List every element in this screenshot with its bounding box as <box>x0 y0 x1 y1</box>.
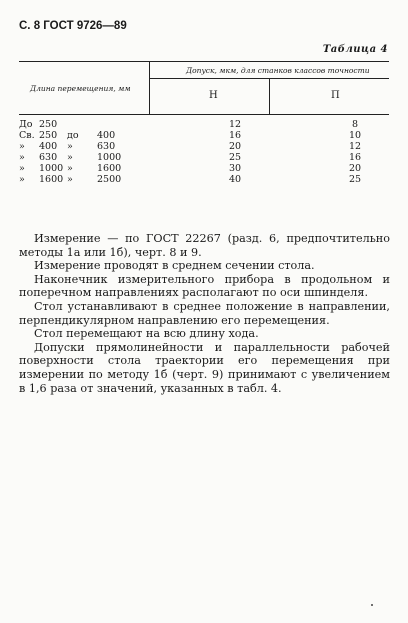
column-header-tolerance: Допуск, мкм, для станков классов точности <box>186 66 370 75</box>
tolerance-h-cell: 40 <box>228 174 242 185</box>
tolerance-h-cell: 12 <box>228 119 242 130</box>
class-p-header: П <box>331 90 340 101</box>
length-cell: 2500 <box>97 174 122 185</box>
length-cell: 1600 <box>39 174 64 185</box>
tolerance-h-cell: 25 <box>228 152 242 163</box>
paragraph: Стол перемещают на всю длину хода. <box>34 327 259 341</box>
length-cell: 630 <box>97 141 116 152</box>
length-cell: 250 <box>39 130 58 141</box>
length-cell: 400 <box>97 130 116 141</box>
length-cell: 1000 <box>39 163 64 174</box>
length-cell: » <box>67 163 73 174</box>
tolerance-p-cell: 20 <box>348 163 362 174</box>
length-cell: » <box>67 174 73 185</box>
length-cell: До <box>19 119 33 130</box>
table-top-rule <box>19 61 389 62</box>
length-cell: Св. <box>19 130 35 141</box>
tolerance-h-cell: 20 <box>228 141 242 152</box>
length-cell: » <box>19 163 25 174</box>
length-cell: 1600 <box>97 163 122 174</box>
paragraph: Наконечник измерительного прибора в продольном и поперечном направлениях располагают по оси шпинделя. <box>19 272 390 300</box>
tolerance-h-cell: 16 <box>228 130 242 141</box>
length-cell: » <box>19 174 25 185</box>
class-h-header: Н <box>209 90 218 101</box>
table-class-divider <box>269 78 270 114</box>
table-label: Таблица 4 <box>322 44 388 55</box>
length-cell: 250 <box>39 119 58 130</box>
paragraph: Стол устанавливают в среднее положение в направлении, перпендикулярном направлению его перемещения. <box>19 299 390 327</box>
body-text <box>19 232 390 395</box>
length-cell: до <box>67 130 79 141</box>
table-header-rule <box>19 114 389 115</box>
length-cell: 1000 <box>97 152 122 163</box>
length-cell: » <box>67 152 73 163</box>
paragraph: Допуски прямолинейности и параллельности рабочей поверхности стола траектории его перемещения при измерении по методу 1б (черт. 9) принимают с увеличением в 1,6 раза от значений, указанных в табл. 4. <box>19 340 390 395</box>
paragraph: Измерение проводят в среднем сечении стола. <box>34 259 315 273</box>
scan-speck <box>371 604 373 606</box>
tolerance-p-cell: 8 <box>351 119 359 130</box>
length-cell: » <box>67 141 73 152</box>
paragraph: Измерение — по ГОСТ 22267 (разд. 6, предпочтительно методы 1а или 1б), черт. 8 и 9. <box>19 232 390 259</box>
tolerance-p-cell: 10 <box>348 130 362 141</box>
page-header: С. 8 ГОСТ 9726—89 <box>19 20 127 32</box>
column-header-length: Длина перемещения, мм <box>30 84 131 93</box>
tolerance-p-cell: 12 <box>348 141 362 152</box>
length-cell: 400 <box>39 141 58 152</box>
tolerance-p-cell: 16 <box>348 152 362 163</box>
tolerance-h-cell: 30 <box>228 163 242 174</box>
length-cell: » <box>19 141 25 152</box>
length-cell: 630 <box>39 152 58 163</box>
tolerance-p-cell: 25 <box>348 174 362 185</box>
length-cell: » <box>19 152 25 163</box>
table-column-divider <box>149 61 150 114</box>
